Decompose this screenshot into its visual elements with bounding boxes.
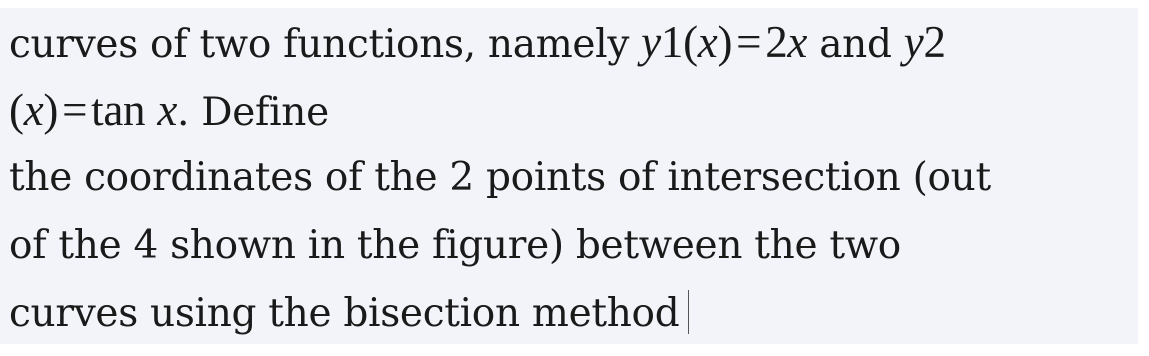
math-paren-open-2: ( <box>9 85 24 135</box>
math-2b: 2 <box>923 17 946 67</box>
math-y1: y <box>641 17 661 67</box>
line5-text: curves using the bisection method <box>9 291 680 336</box>
math-equals: = <box>736 17 762 67</box>
math-x-3: x <box>23 85 44 135</box>
math-x: x <box>697 17 718 67</box>
text-line-5 <box>9 280 1138 348</box>
text-editor[interactable] <box>0 8 1138 344</box>
and-text: and <box>807 22 904 67</box>
math-equals-2: = <box>62 85 88 135</box>
math-tan: tan <box>91 85 146 135</box>
math-y2: y <box>903 17 924 67</box>
text-line-2 <box>9 76 1138 144</box>
math-paren-close: ) <box>717 17 733 67</box>
math-x-4: x <box>157 85 178 135</box>
math-paren-open: ( <box>683 17 698 67</box>
math-2: 2 <box>765 17 788 67</box>
text-line-3: the coordinates of the 2 points of intersection (out <box>9 155 991 200</box>
math-paren-close-2: ) <box>43 85 59 135</box>
line1-text: curves of two functions, namely <box>9 22 642 67</box>
text-line-4: of the 4 shown in the figure) between the two <box>9 223 901 268</box>
math-1: 1 <box>660 17 684 67</box>
line2-text: . Define <box>177 90 329 135</box>
text-line-1 <box>9 8 1138 76</box>
text-cursor <box>688 290 689 334</box>
math-x2: x <box>787 17 808 67</box>
